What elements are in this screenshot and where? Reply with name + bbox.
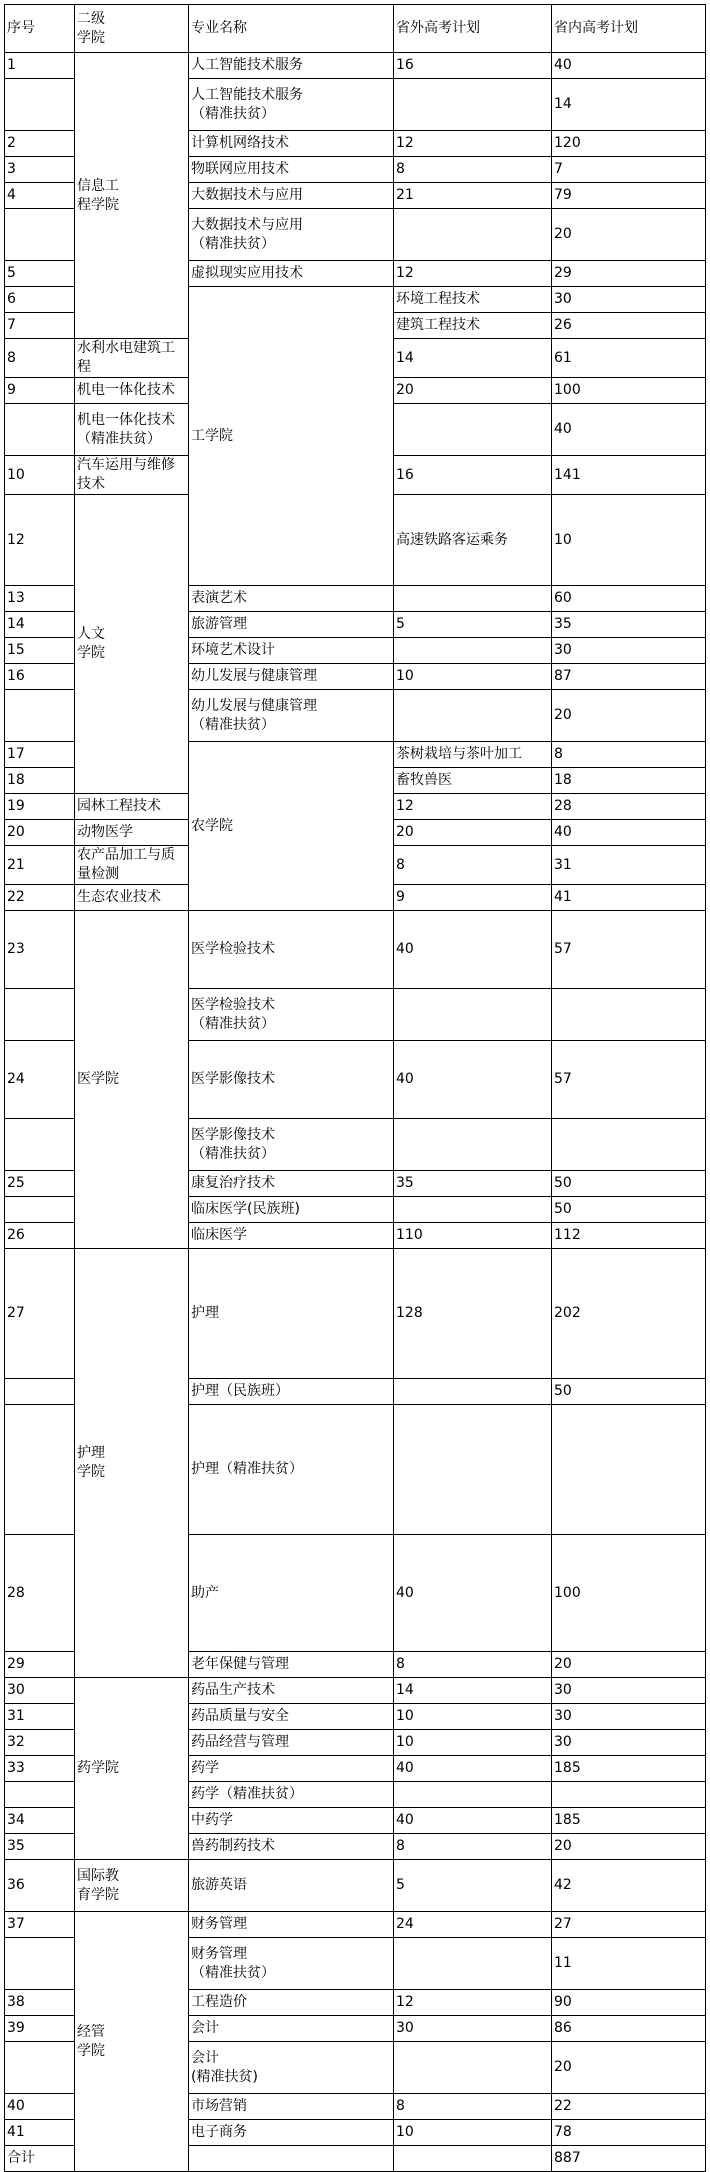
in-province-plan: 29 [552, 261, 706, 287]
row-index: 33 [5, 1756, 75, 1782]
major-name: 兽药制药技术 [189, 1834, 394, 1860]
out-province-plan [394, 1938, 552, 1990]
out-province-plan [394, 690, 552, 742]
in-province-plan: 42 [552, 1860, 706, 1912]
out-province-plan: 21 [394, 183, 552, 209]
table-row [5, 1678, 706, 1704]
major-name: 旅游英语 [189, 1860, 394, 1912]
out-province-plan [394, 1405, 552, 1535]
in-province-plan: 61 [552, 339, 706, 378]
out-province-plan [394, 79, 552, 131]
in-province-plan [552, 1119, 706, 1171]
row-index: 25 [5, 1171, 75, 1197]
in-province-plan: 40 [552, 820, 706, 846]
row-index: 20 [5, 820, 75, 846]
row-index [5, 1405, 75, 1535]
row-index: 14 [5, 612, 75, 638]
row-index: 35 [5, 1834, 75, 1860]
out-province-plan: 16 [394, 456, 552, 495]
major-name: 临床医学 [189, 1223, 394, 1249]
out-province-plan: 8 [394, 1652, 552, 1678]
row-index: 26 [5, 1223, 75, 1249]
major-name: 农产品加工与质量检测 [75, 846, 189, 885]
total-out-province: 887 [552, 2146, 706, 2172]
out-province-plan: 18 [552, 768, 706, 794]
in-province-plan: 30 [552, 1678, 706, 1704]
out-province-plan: 40 [394, 1041, 552, 1119]
out-province-plan [394, 989, 552, 1041]
major-name: 电子商务 [189, 2120, 394, 2146]
row-index [5, 1782, 75, 1808]
college-name: 护理 学院 [75, 1249, 189, 1678]
major-name: 医学检验技术 （精准扶贫） [189, 989, 394, 1041]
row-index: 13 [5, 586, 75, 612]
row-index: 36 [5, 1860, 75, 1912]
row-index: 31 [5, 1704, 75, 1730]
table-row [5, 1912, 706, 1938]
out-province-plan [394, 209, 552, 261]
out-province-plan: 10 [394, 1704, 552, 1730]
row-index: 21 [5, 846, 75, 885]
major-name: 人工智能技术服务 [189, 53, 394, 79]
out-province-plan: 20 [394, 378, 552, 404]
major-name: 机电一体化技术 [75, 378, 189, 404]
out-province-plan [394, 586, 552, 612]
major-name: 旅游管理 [189, 612, 394, 638]
row-index: 4 [5, 183, 75, 209]
in-province-plan: 50 [552, 1197, 706, 1223]
row-index: 9 [5, 378, 75, 404]
out-province-plan: 5 [394, 1860, 552, 1912]
row-index: 23 [5, 911, 75, 989]
college-name: 药学院 [75, 1678, 189, 1860]
row-index: 3 [5, 157, 75, 183]
in-province-plan: 22 [552, 2094, 706, 2120]
row-index [5, 989, 75, 1041]
enrollment-plan-table [4, 4, 706, 2172]
major-name: 药学 [189, 1756, 394, 1782]
header-out-province-plan: 省外高考计划 [394, 5, 552, 53]
major-name: 表演艺术 [189, 586, 394, 612]
row-index: 5 [5, 261, 75, 287]
table-body [5, 5, 706, 2172]
row-index: 1 [5, 53, 75, 79]
out-province-plan: 26 [552, 313, 706, 339]
major-name: 幼儿发展与健康管理 [189, 664, 394, 690]
row-index [5, 690, 75, 742]
major-name: 财务管理 （精准扶贫） [189, 1938, 394, 1990]
row-index: 30 [5, 1678, 75, 1704]
in-province-plan: 79 [552, 183, 706, 209]
major-name: 幼儿发展与健康管理 （精准扶贫） [189, 690, 394, 742]
major-name: 机电一体化技术 （精准扶贫） [75, 404, 189, 456]
out-province-plan [394, 1119, 552, 1171]
in-province-plan: 57 [552, 1041, 706, 1119]
out-province-plan [394, 1379, 552, 1405]
row-index: 17 [5, 742, 75, 768]
major-name: 会计 [189, 2016, 394, 2042]
row-index [5, 1197, 75, 1223]
out-province-plan [394, 404, 552, 456]
in-province-plan: 40 [552, 404, 706, 456]
major-name: 汽车运用与维修技术 [75, 456, 189, 495]
major-name: 护理 [189, 1249, 394, 1379]
out-province-plan: 9 [394, 885, 552, 911]
total-label: 合计 [5, 2146, 75, 2172]
header-row [5, 5, 706, 53]
major-name: 畜牧兽医 [394, 768, 552, 794]
in-province-plan: 27 [552, 1912, 706, 1938]
out-province-plan: 40 [394, 1756, 552, 1782]
in-province-plan: 40 [552, 53, 706, 79]
major-name: 康复治疗技术 [189, 1171, 394, 1197]
out-province-plan [394, 1197, 552, 1223]
major-name: 环境工程技术 [394, 287, 552, 313]
out-province-plan: 12 [394, 794, 552, 820]
table-row [5, 1860, 706, 1912]
out-province-plan: 12 [394, 131, 552, 157]
out-province-plan: 35 [394, 1171, 552, 1197]
out-province-plan: 40 [394, 1808, 552, 1834]
out-province-plan: 110 [394, 1223, 552, 1249]
in-province-plan: 57 [552, 911, 706, 989]
out-province-plan: 8 [394, 1834, 552, 1860]
out-province-plan: 14 [394, 339, 552, 378]
out-province-plan: 30 [552, 287, 706, 313]
row-index: 27 [5, 1249, 75, 1379]
in-province-plan: 100 [552, 1535, 706, 1652]
in-province-plan: 41 [552, 885, 706, 911]
college-name: 经管 学院 [75, 1912, 189, 2172]
college-name: 工学院 [189, 287, 394, 586]
row-index [5, 404, 75, 456]
major-name: 护理（民族班） [189, 1379, 394, 1405]
row-index: 16 [5, 664, 75, 690]
row-index: 6 [5, 287, 75, 313]
table-row [5, 1249, 706, 1379]
major-name: 市场营销 [189, 2094, 394, 2120]
in-province-plan: 112 [552, 1223, 706, 1249]
major-name: 医学检验技术 [189, 911, 394, 989]
in-province-plan: 20 [552, 1652, 706, 1678]
major-name: 高速铁路客运乘务 [394, 495, 552, 586]
major-name: 医学影像技术 （精准扶贫） [189, 1119, 394, 1171]
out-province-plan: 20 [394, 820, 552, 846]
row-index: 7 [5, 313, 75, 339]
college-name: 国际教 育学院 [75, 1860, 189, 1912]
out-province-plan [394, 638, 552, 664]
header-index: 序号 [5, 5, 75, 53]
in-province-plan: 7 [552, 157, 706, 183]
out-province-plan: 128 [394, 1249, 552, 1379]
college-name: 农学院 [189, 742, 394, 911]
out-province-plan: 40 [394, 911, 552, 989]
major-name: 大数据技术与应用 （精准扶贫） [189, 209, 394, 261]
in-province-plan: 14 [552, 79, 706, 131]
major-name: 园林工程技术 [75, 794, 189, 820]
major-name: 计算机网络技术 [189, 131, 394, 157]
row-index: 32 [5, 1730, 75, 1756]
out-province-plan: 8 [394, 2094, 552, 2120]
major-name: 会计 (精准扶贫) [189, 2042, 394, 2094]
header-college: 二级 学院 [75, 5, 189, 53]
major-name: 药品质量与安全 [189, 1704, 394, 1730]
out-province-plan: 8 [552, 742, 706, 768]
major-name: 医学影像技术 [189, 1041, 394, 1119]
in-province-plan: 35 [552, 612, 706, 638]
out-province-plan: 12 [394, 261, 552, 287]
in-province-plan: 202 [552, 1249, 706, 1379]
major-name: 工程造价 [189, 1990, 394, 2016]
in-province-plan: 78 [552, 2120, 706, 2146]
row-index: 24 [5, 1041, 75, 1119]
out-province-plan: 5 [394, 612, 552, 638]
in-province-plan: 28 [552, 794, 706, 820]
out-province-plan: 10 [552, 495, 706, 586]
major-name: 动物医学 [75, 820, 189, 846]
in-province-plan: 185 [552, 1808, 706, 1834]
major-name: 人工智能技术服务 （精准扶贫） [189, 79, 394, 131]
in-province-plan: 20 [552, 2042, 706, 2094]
row-index: 38 [5, 1990, 75, 2016]
college-name: 医学院 [75, 911, 189, 1249]
out-province-plan [394, 1782, 552, 1808]
row-index [5, 1119, 75, 1171]
major-name: 财务管理 [189, 1912, 394, 1938]
row-index: 22 [5, 885, 75, 911]
row-index: 41 [5, 2120, 75, 2146]
out-province-plan: 8 [394, 157, 552, 183]
row-index: 19 [5, 794, 75, 820]
in-province-plan: 30 [552, 638, 706, 664]
in-province-plan [552, 1782, 706, 1808]
out-province-plan: 10 [394, 664, 552, 690]
table-row [5, 911, 706, 989]
in-province-plan: 86 [552, 2016, 706, 2042]
out-province-plan: 40 [394, 1535, 552, 1652]
in-province-plan: 50 [552, 1379, 706, 1405]
in-province-plan [552, 989, 706, 1041]
row-index: 37 [5, 1912, 75, 1938]
header-major: 专业名称 [189, 5, 394, 53]
row-index: 18 [5, 768, 75, 794]
major-name: 药品经营与管理 [189, 1730, 394, 1756]
in-province-plan: 60 [552, 586, 706, 612]
in-province-plan: 87 [552, 664, 706, 690]
in-province-plan: 141 [552, 456, 706, 495]
college-name: 信息工 程学院 [75, 53, 189, 339]
table-row [5, 53, 706, 79]
major-name: 虚拟现实应用技术 [189, 261, 394, 287]
major-name: 护理（精准扶贫） [189, 1405, 394, 1535]
in-province-plan: 20 [552, 690, 706, 742]
in-province-plan: 50 [552, 1171, 706, 1197]
out-province-plan: 16 [394, 53, 552, 79]
row-index [5, 79, 75, 131]
in-province-plan: 30 [552, 1730, 706, 1756]
in-province-plan: 185 [552, 1756, 706, 1782]
row-index: 34 [5, 1808, 75, 1834]
major-name: 生态农业技术 [75, 885, 189, 911]
major-name: 大数据技术与应用 [189, 183, 394, 209]
in-province-plan: 90 [552, 1990, 706, 2016]
major-name: 茶树栽培与茶叶加工 [394, 742, 552, 768]
row-index [5, 1379, 75, 1405]
in-province-plan: 20 [552, 1834, 706, 1860]
major-name: 水利水电建筑工程 [75, 339, 189, 378]
row-index [5, 1938, 75, 1990]
out-province-plan: 14 [394, 1678, 552, 1704]
row-index: 28 [5, 1535, 75, 1652]
total-college [189, 2146, 394, 2172]
major-name: 药品生产技术 [189, 1678, 394, 1704]
major-name: 老年保健与管理 [189, 1652, 394, 1678]
out-province-plan: 8 [394, 846, 552, 885]
out-province-plan: 10 [394, 1730, 552, 1756]
out-province-plan: 10 [394, 2120, 552, 2146]
row-index: 8 [5, 339, 75, 378]
out-province-plan: 12 [394, 1990, 552, 2016]
major-name: 建筑工程技术 [394, 313, 552, 339]
major-name: 临床医学(民族班) [189, 1197, 394, 1223]
row-index [5, 2042, 75, 2094]
in-province-plan: 20 [552, 209, 706, 261]
total-major [394, 2146, 552, 2172]
header-in-province-plan: 省内高考计划 [552, 5, 706, 53]
row-index: 15 [5, 638, 75, 664]
in-province-plan: 120 [552, 131, 706, 157]
in-province-plan: 100 [552, 378, 706, 404]
major-name: 环境艺术设计 [189, 638, 394, 664]
row-index: 12 [5, 495, 75, 586]
in-province-plan: 30 [552, 1704, 706, 1730]
major-name: 物联网应用技术 [189, 157, 394, 183]
row-index: 2 [5, 131, 75, 157]
row-index [5, 209, 75, 261]
row-index: 29 [5, 1652, 75, 1678]
out-province-plan: 30 [394, 2016, 552, 2042]
major-name: 药学（精准扶贫） [189, 1782, 394, 1808]
major-name: 中药学 [189, 1808, 394, 1834]
out-province-plan: 24 [394, 1912, 552, 1938]
row-index: 10 [5, 456, 75, 495]
out-province-plan [394, 2042, 552, 2094]
in-province-plan: 11 [552, 1938, 706, 1990]
row-index: 39 [5, 2016, 75, 2042]
college-name: 人文 学院 [75, 495, 189, 794]
row-index: 40 [5, 2094, 75, 2120]
in-province-plan [552, 1405, 706, 1535]
major-name: 助产 [189, 1535, 394, 1652]
in-province-plan: 31 [552, 846, 706, 885]
